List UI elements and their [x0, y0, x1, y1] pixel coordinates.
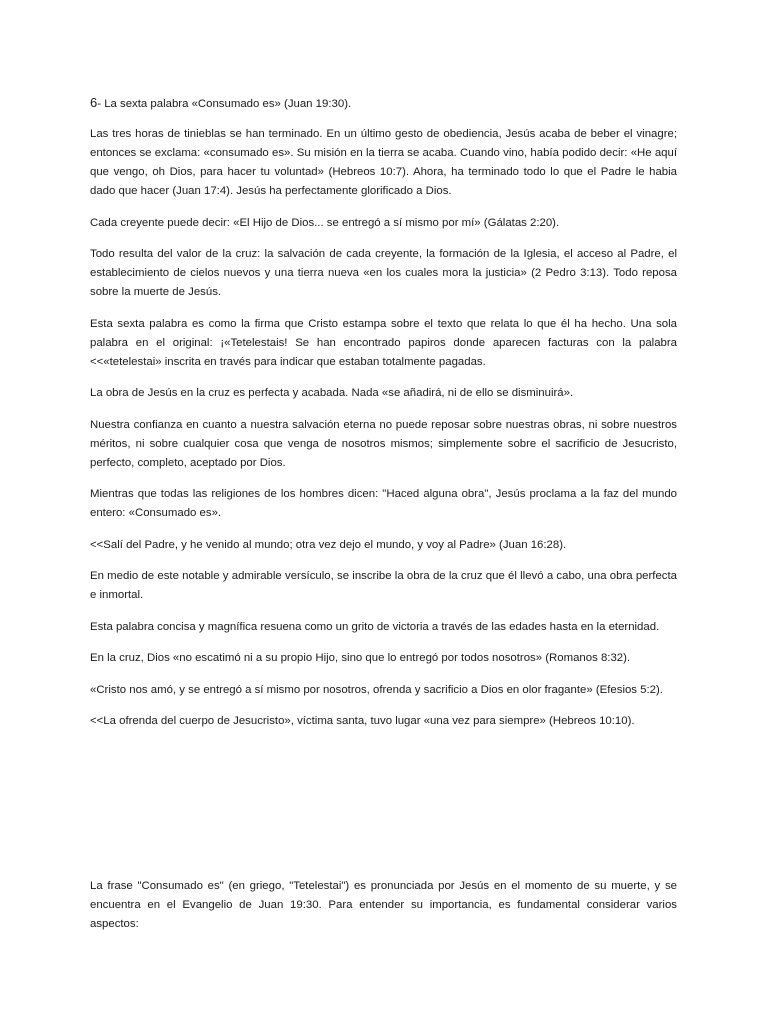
paragraph: En la cruz, Dios «no escatimó ni a su propio Hijo, sino que lo entregó por todos nosotros» (Romanos 8:32).: [90, 652, 631, 664]
paragraph: La obra de Jesús en la cruz es perfecta y acabada. Nada «se añadirá, ni de ello se disminuirá».: [90, 387, 574, 399]
section-heading: [90, 93, 677, 114]
paragraph: En medio de este notable y admirable versículo, se inscribe la obra de la cruz que él llevó a cabo, una obra perfecta e inmortal.: [90, 570, 677, 601]
paragraph: Esta palabra concisa y magnífica resuena como un grito de victoria a través de las edades hasta en la eternidad.: [90, 620, 660, 633]
paragraph: Nuestra confianza en cuanto a nuestra salvación eterna no puede reposar sobre nuestras obras, ni sobre nuestros méritos, ni sobre cualquier cosa que venga de nosotros mismos; simplemente sobre el sacrificio de Jesucristo, perfecto, completo, aceptado por Dios.: [90, 418, 677, 469]
blank-space: [90, 744, 677, 877]
paragraph: Mientras que todas las religiones de los hombres dicen: "Haced alguna obra", Jesús proclama a la faz del mundo entero: «Consumado es».: [90, 488, 677, 519]
closing-paragraph: La frase "Consumado es" (en griego, "Tetelestai") es pronunciada por Jesús en el momento de su muerte, y se encuentra en el Evangelio de Juan 19:30. Para entender su importancia, es fundamental considerar varios aspectos:: [90, 879, 677, 930]
paragraph: Las tres horas de tinieblas se han terminado. En un último gesto de obediencia, Jesús acaba de beber el vinagre; entonces se exclama: «consumado es». Su misión en la tierra se acaba. Cuando vino, había podido decir: «He aquí que vengo, oh Dios, para hacer tu voluntad» (Hebreos 10:7). Ahora, ha terminado todo lo que el Padre le habia dado que hacer (Juan 17:4). Jesús ha perfectamente glorificado a Dios.: [90, 128, 677, 197]
paragraph: Todo resulta del valor de la cruz: la salvación de cada creyente, la formación de la Iglesia, el acceso al Padre, el establecimiento de cielos nuevos y una tierra nueva «en los cuales mora la justicia» (2 Pedro 3:13). Todo reposa sobre la muerte de Jesús.: [90, 248, 677, 298]
document-body: [90, 93, 677, 946]
paragraph: <<La ofrenda del cuerpo de Jesucristo», víctima santa, tuvo lugar «una vez para siempre» (Hebreos 10:10).: [90, 715, 635, 727]
paragraph: «Cristo nos amó, y se entregó a sí mismo por nosotros, ofrenda y sacrificio a Dios en olor fragante» (Efesios 5:2).: [90, 683, 663, 696]
paragraph: Cada creyente puede decir: «El Hijo de Dios... se entregó a sí mismo por mí» (Gálatas 2:20).: [90, 216, 560, 229]
paragraph: <<Salí del Padre, y he venido al mundo; otra vez dejo el mundo, y voy al Padre» (Juan 16:28).: [90, 538, 567, 551]
section-number: 6: [90, 95, 98, 110]
paragraph: Esta sexta palabra es como la firma que Cristo estampa sobre el texto que relata lo que él ha hecho. Una sola palabra en el original: ¡«Tetelestais! Se han encontrado papiros donde aparecen facturas con la palabra <<«tetelestai» inscrita en través para indicar que estaban totalmente pagadas.: [90, 317, 677, 368]
section-title: - La sexta palabra «Consumado es» (Juan 19:30).: [97, 98, 352, 110]
